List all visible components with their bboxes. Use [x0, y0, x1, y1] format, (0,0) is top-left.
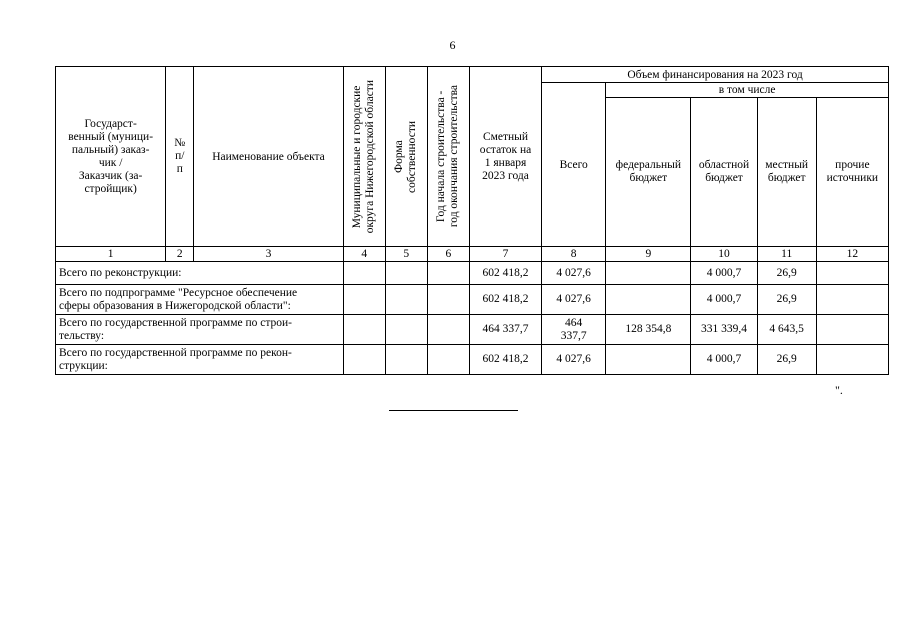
cell-regional: 4 000,7: [691, 285, 757, 315]
header-local: местный бюджет: [757, 98, 816, 247]
header-total: Всего: [542, 83, 606, 247]
column-number: 5: [385, 247, 427, 262]
header-regional: областной бюджет: [691, 98, 757, 247]
header-number: № п/ п: [166, 67, 194, 247]
cell-municipality: [343, 262, 385, 285]
cell-estimate: 464 337,7: [469, 315, 541, 345]
header-funding-title: Объем финансирования на 2023 год: [542, 67, 889, 83]
row-label: Всего по государственной программе по рекон- струкции:: [56, 345, 344, 375]
page-number: 6: [449, 38, 456, 52]
header-estimate-balance: Сметный остаток на 1 января 2023 года: [469, 67, 541, 247]
cell-ownership: [385, 285, 427, 315]
footer-separator-line: [389, 410, 518, 411]
cell-local: 4 643,5: [757, 315, 816, 345]
financing-table: [55, 66, 889, 375]
header-including: в том числе: [606, 83, 889, 98]
column-number: 6: [427, 247, 469, 262]
cell-other: [816, 285, 888, 315]
column-number: 11: [757, 247, 816, 262]
row-label: Всего по подпрограмме "Ресурсное обеспечение сферы образования в Нижегородской области":: [56, 285, 344, 315]
header-object-name: Наименование объекта: [194, 67, 343, 247]
cell-total: 464 337,7: [542, 315, 606, 345]
cell-years: [427, 262, 469, 285]
column-number: 2: [166, 247, 194, 262]
column-number: 9: [606, 247, 691, 262]
cell-ownership: [385, 262, 427, 285]
closing-quote: ".: [835, 383, 843, 397]
table-row: [56, 262, 889, 285]
cell-regional: 4 000,7: [691, 262, 757, 285]
cell-federal: [606, 262, 691, 285]
cell-ownership: [385, 315, 427, 345]
cell-ownership: [385, 345, 427, 375]
cell-other: [816, 262, 888, 285]
table-row: [56, 345, 889, 375]
cell-federal: 128 354,8: [606, 315, 691, 345]
header-ownership: Форма собственности: [385, 67, 427, 247]
table-row: [56, 315, 889, 345]
cell-federal: [606, 285, 691, 315]
row-label: Всего по реконструкции:: [56, 262, 344, 285]
header-municipality: Муниципальные и городские округа Нижегородской области: [343, 67, 385, 247]
cell-local: 26,9: [757, 345, 816, 375]
cell-local: 26,9: [757, 262, 816, 285]
cell-municipality: [343, 285, 385, 315]
cell-total: 4 027,6: [542, 285, 606, 315]
header-construction-years: Год начала строительства - год окончания строительства: [427, 67, 469, 247]
table-row: [56, 285, 889, 315]
cell-total: 4 027,6: [542, 345, 606, 375]
column-number: 7: [469, 247, 541, 262]
cell-years: [427, 285, 469, 315]
cell-estimate: 602 418,2: [469, 262, 541, 285]
cell-other: [816, 315, 888, 345]
cell-years: [427, 345, 469, 375]
cell-other: [816, 345, 888, 375]
column-number: 4: [343, 247, 385, 262]
cell-municipality: [343, 315, 385, 345]
cell-total: 4 027,6: [542, 262, 606, 285]
header-other: прочие источники: [816, 98, 888, 247]
cell-estimate: 602 418,2: [469, 285, 541, 315]
column-number: 1: [56, 247, 166, 262]
cell-municipality: [343, 345, 385, 375]
column-number: 8: [542, 247, 606, 262]
column-number: 12: [816, 247, 888, 262]
cell-federal: [606, 345, 691, 375]
cell-regional: 331 339,4: [691, 315, 757, 345]
cell-estimate: 602 418,2: [469, 345, 541, 375]
column-number-row: [56, 247, 889, 262]
header-federal: федеральный бюджет: [606, 98, 691, 247]
header-customer: Государст- венный (муници- пальный) заказ- чик / Заказчик (за- стройщик): [56, 67, 166, 247]
cell-regional: 4 000,7: [691, 345, 757, 375]
row-label: Всего по государственной программе по строи- тельству:: [56, 315, 344, 345]
column-number: 10: [691, 247, 757, 262]
cell-local: 26,9: [757, 285, 816, 315]
column-number: 3: [194, 247, 343, 262]
cell-years: [427, 315, 469, 345]
